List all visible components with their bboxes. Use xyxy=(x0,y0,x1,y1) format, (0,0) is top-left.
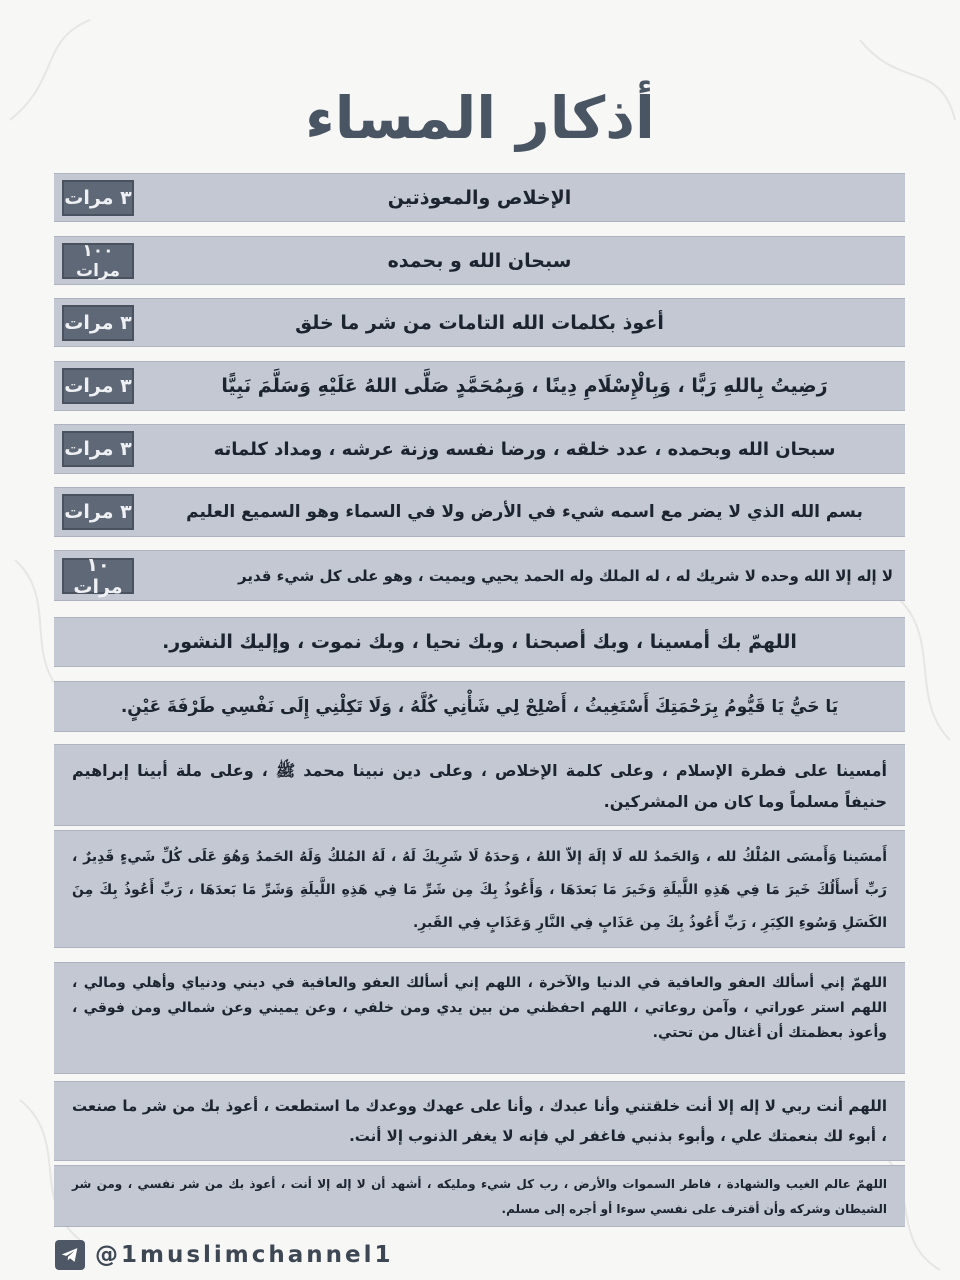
count-badge: ١٠٠ مرات xyxy=(62,243,134,279)
dhikr-row xyxy=(54,173,905,222)
count-badge: ٣ مرات xyxy=(62,431,134,467)
dhikr-text: يَا حَيُّ يَا قَيُّومُ بِرَحْمَتِكَ أَسْتَغِيثُ ، أَصْلِحْ لِي شَأْنِي كُلَّهُ ، وَلَا تَكِلْنِي إِلَى نَفْسِي طَرْفَةَ عَيْنٍ. xyxy=(120,696,839,717)
dhikr-text: اللهمّ إني أسألك العفو والعافية في الدنيا والآخرة ، اللهم إني أسألك العفو والعافية في ديني ودنياي وأهلي ومالي ، اللهم استر عوراتي ، وآمن روعاتي ، اللهم احفظني من بين يدي ومن خلفي ، وعن يميني وعن شمالي ومن فوقي ، وأعوذ بعظمتك أن أغتال من تحتي. xyxy=(72,975,887,1041)
dhikr-row xyxy=(54,298,905,347)
dhikr-text: رَضِيتُ بِاللهِ رَبًّا ، وَبِالْإِسْلَامِ دِينًا ، وَبِمُحَمَّدٍ صَلَّى اللهُ عَلَيْهِ وَسَلَّمَ نَبِيًّا xyxy=(221,375,828,397)
channel-handle[interactable]: @1muslimchannel1 xyxy=(95,1242,394,1268)
dhikr-row xyxy=(54,361,905,411)
dhikr-row xyxy=(54,236,905,285)
dhikr-text: أَمسَينا وَأَمسَى المُلْكُ لله ، وَالحَمدُ لله لَا إلَهَ إلاّ اللهُ ، وَحدَهُ لَا شَرِيكَ لَهُ ، لَهُ المُلكُ وَلَهُ الحَمدُ وَهُوَ عَلَى كُلِّ شَيءٍ قَدِيرٌ ، رَبِّ أَسأَلُكَ خَيرَ مَا فِي هَذِهِ اللَّيلَةِ وَخَيرَ مَا بَعدَهَا ، وَأَعُوذُ بِكَ مِن شَرِّ مَا فِي هَذِهِ اللَّيلَةِ وَشَرِّ مَا بَعدَهَا ، رَبِّ أَعُوذُ بِكَ مِنَ الكَسَلِ وَسُوءِ الكِبَرِ ، رَبِّ أَعُوذُ بِكَ مِن عَذَابٍ فِي النَّارِ وَعَذَابٍ فِي القَبرِ. xyxy=(72,849,887,931)
dhikr-paragraph xyxy=(54,830,905,948)
dhikr-paragraph xyxy=(54,962,905,1074)
dhikr-text: بسم الله الذي لا يضر مع اسمه شيء في الأرض ولا في السماء وهو السميع العليم xyxy=(186,502,863,522)
dhikr-paragraph xyxy=(54,1165,905,1227)
footer xyxy=(55,1238,394,1272)
dhikr-text: أعوذ بكلمات الله التامات من شر ما خلق xyxy=(295,311,664,334)
dhikr-row xyxy=(54,617,905,667)
dhikr-text: اللهمّ بك أمسينا ، وبك أصبحنا ، وبك نحيا ، وبك نموت ، وإليك النشور. xyxy=(162,631,797,653)
dhikr-text: سبحان الله و بحمده xyxy=(387,249,572,272)
dhikr-row xyxy=(54,550,905,601)
dhikr-row xyxy=(54,681,905,732)
count-badge: ٣ مرات xyxy=(62,305,134,341)
dhikr-paragraph xyxy=(54,744,905,826)
dhikr-text: سبحان الله وبحمده ، عدد خلقه ، ورضا نفسه وزنة عرشه ، ومداد كلماته xyxy=(213,438,836,460)
dhikr-text: أمسينا على فطرة الإسلام ، وعلى كلمة الإخلاص ، وعلى دين نبينا محمد ﷺ ، وعلى ملة أبينا إبراهيم حنيفاً مسلماً وما كان من المشركين. xyxy=(72,761,887,811)
count-badge: ٣ مرات xyxy=(62,494,134,530)
count-badge: ٣ مرات xyxy=(62,368,134,404)
telegram-icon[interactable] xyxy=(55,1240,85,1270)
dhikr-row xyxy=(54,424,905,474)
dhikr-paragraph xyxy=(54,1081,905,1161)
dhikr-text: لا إله إلا الله وحده لا شريك له ، له الملك وله الحمد يحيي ويميت ، وهو على كل شيء قدير xyxy=(237,566,893,585)
dhikr-text: اللهمّ عالم الغيب والشهادة ، فاطر السموات والأرض ، رب كل شيء ومليكه ، أشهد أن لا إله إلا أنت ، أعوذ بك من شر نفسي ، ومن شر الشيطان وشركه وأن أقترف على نفسي سوءا أو أجره إلى مسلم. xyxy=(72,1177,887,1216)
count-badge: ١٠ مرات xyxy=(62,558,134,594)
dhikr-text: الإخلاص والمعوذتين xyxy=(387,186,572,209)
dhikr-row xyxy=(54,487,905,537)
count-badge: ٣ مرات xyxy=(62,180,134,216)
page-title: أذكار المساء xyxy=(305,84,655,152)
dhikr-text: اللهم أنت ربي لا إله إلا أنت خلقتني وأنا عبدك ، وأنا على عهدك ووعدك ما استطعت ، أعوذ بك من شر ما صنعت ، أبوء لك بنعمتك علي ، وأبوء بذنبي فاغفر لي فإنه لا يغفر الذنوب إلا أنت. xyxy=(72,1097,887,1145)
